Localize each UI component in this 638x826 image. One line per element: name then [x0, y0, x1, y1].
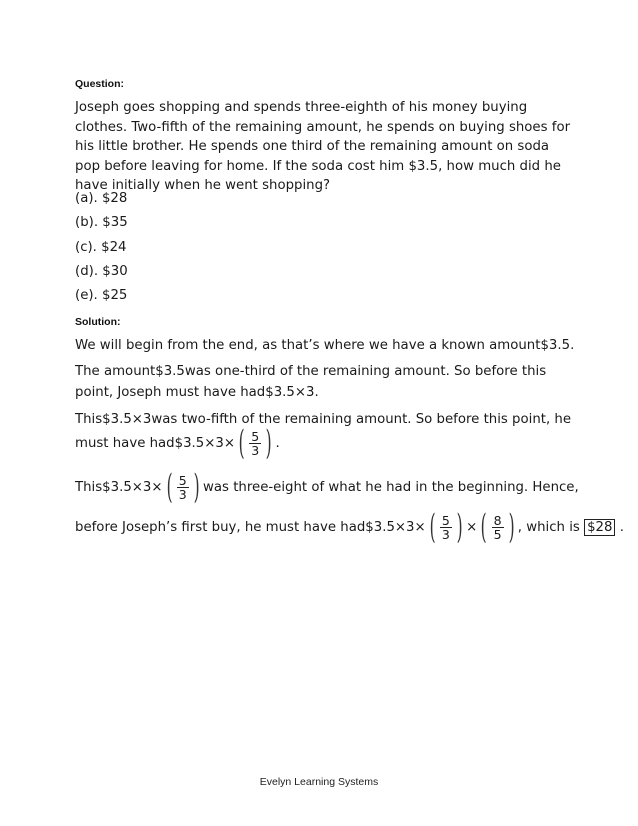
period: .	[570, 338, 575, 353]
left-paren: (	[429, 507, 436, 547]
solution-line-3	[75, 385, 319, 400]
text: This	[75, 480, 103, 495]
fraction-8-over-5	[492, 514, 504, 541]
right-paren: )	[193, 467, 200, 507]
math-expr: $3.5×3	[265, 385, 315, 400]
option-c: (c). $24	[75, 240, 127, 255]
question-text: Joseph goes shopping and spends three-eighth of his money buying clothes. Two-fifth of the remaining amount, he spends on buying shoes for his little brother. He spends one third of the remaining amount on soda pop before leaving for home. If the soda cost him $3.5, how much did he have initially when he went shopping?	[75, 100, 571, 193]
text: We will begin from the end, as that’s where we have a known amount	[75, 338, 541, 353]
numerator: 5	[178, 472, 187, 488]
numerator: 5	[251, 428, 260, 444]
times-sign: ×	[466, 520, 478, 535]
denominator: 3	[441, 526, 450, 542]
left-paren: (	[480, 507, 487, 547]
text: was three-eight of what he had in the beginning. Hence,	[203, 480, 579, 495]
footer: Evelyn Learning Systems	[259, 776, 379, 788]
solution-line-5	[75, 423, 280, 463]
numerator: 5	[441, 512, 450, 528]
option-a: (a). $28	[75, 191, 128, 206]
denominator: 3	[251, 442, 260, 458]
period: .	[619, 520, 624, 535]
period: .	[275, 436, 280, 451]
math-expr: $3.5	[540, 338, 571, 353]
math-expr: $3.5×3×	[365, 520, 426, 535]
fraction-5-over-3	[440, 514, 452, 541]
solution-label: Solution:	[75, 316, 121, 328]
solution-line-6	[75, 467, 579, 507]
text: , which is	[517, 520, 580, 535]
option-b: (b). $35	[75, 215, 128, 230]
right-paren: )	[508, 507, 515, 547]
solution-line-7	[75, 507, 624, 547]
period: .	[314, 385, 319, 400]
text: The amount	[75, 364, 156, 379]
math-expr: $3.5	[155, 364, 185, 379]
question-label: Question:	[75, 78, 124, 90]
right-paren: )	[265, 423, 272, 463]
solution-line-1	[75, 338, 574, 353]
option-d: (d). $30	[75, 264, 128, 279]
right-paren: )	[456, 507, 463, 547]
text: must have had	[75, 436, 175, 451]
math-expr: $3.5×3×	[174, 436, 235, 451]
denominator: 5	[493, 526, 502, 542]
math-expr: $3.5×3	[102, 412, 152, 427]
fraction-5-over-3	[177, 474, 189, 501]
left-paren: (	[166, 467, 173, 507]
solution-line-2	[75, 364, 546, 379]
denominator: 3	[178, 486, 187, 502]
numerator: 8	[493, 512, 502, 528]
text: was one-third of the remaining amount. So before this	[184, 364, 547, 379]
answer-box: $28	[584, 519, 615, 536]
text: point, Joseph must have had	[75, 385, 266, 400]
solution-line-4	[75, 412, 571, 427]
math-expr: $3.5×3×	[102, 480, 163, 495]
left-paren: (	[238, 423, 245, 463]
fraction-5-over-3	[249, 430, 261, 457]
text: This	[75, 412, 103, 427]
option-e: (e). $25	[75, 288, 128, 303]
text: before Joseph’s first buy, he must have had	[75, 520, 366, 535]
text: was two-fifth of the remaining amount. So before this point, he	[151, 412, 572, 427]
